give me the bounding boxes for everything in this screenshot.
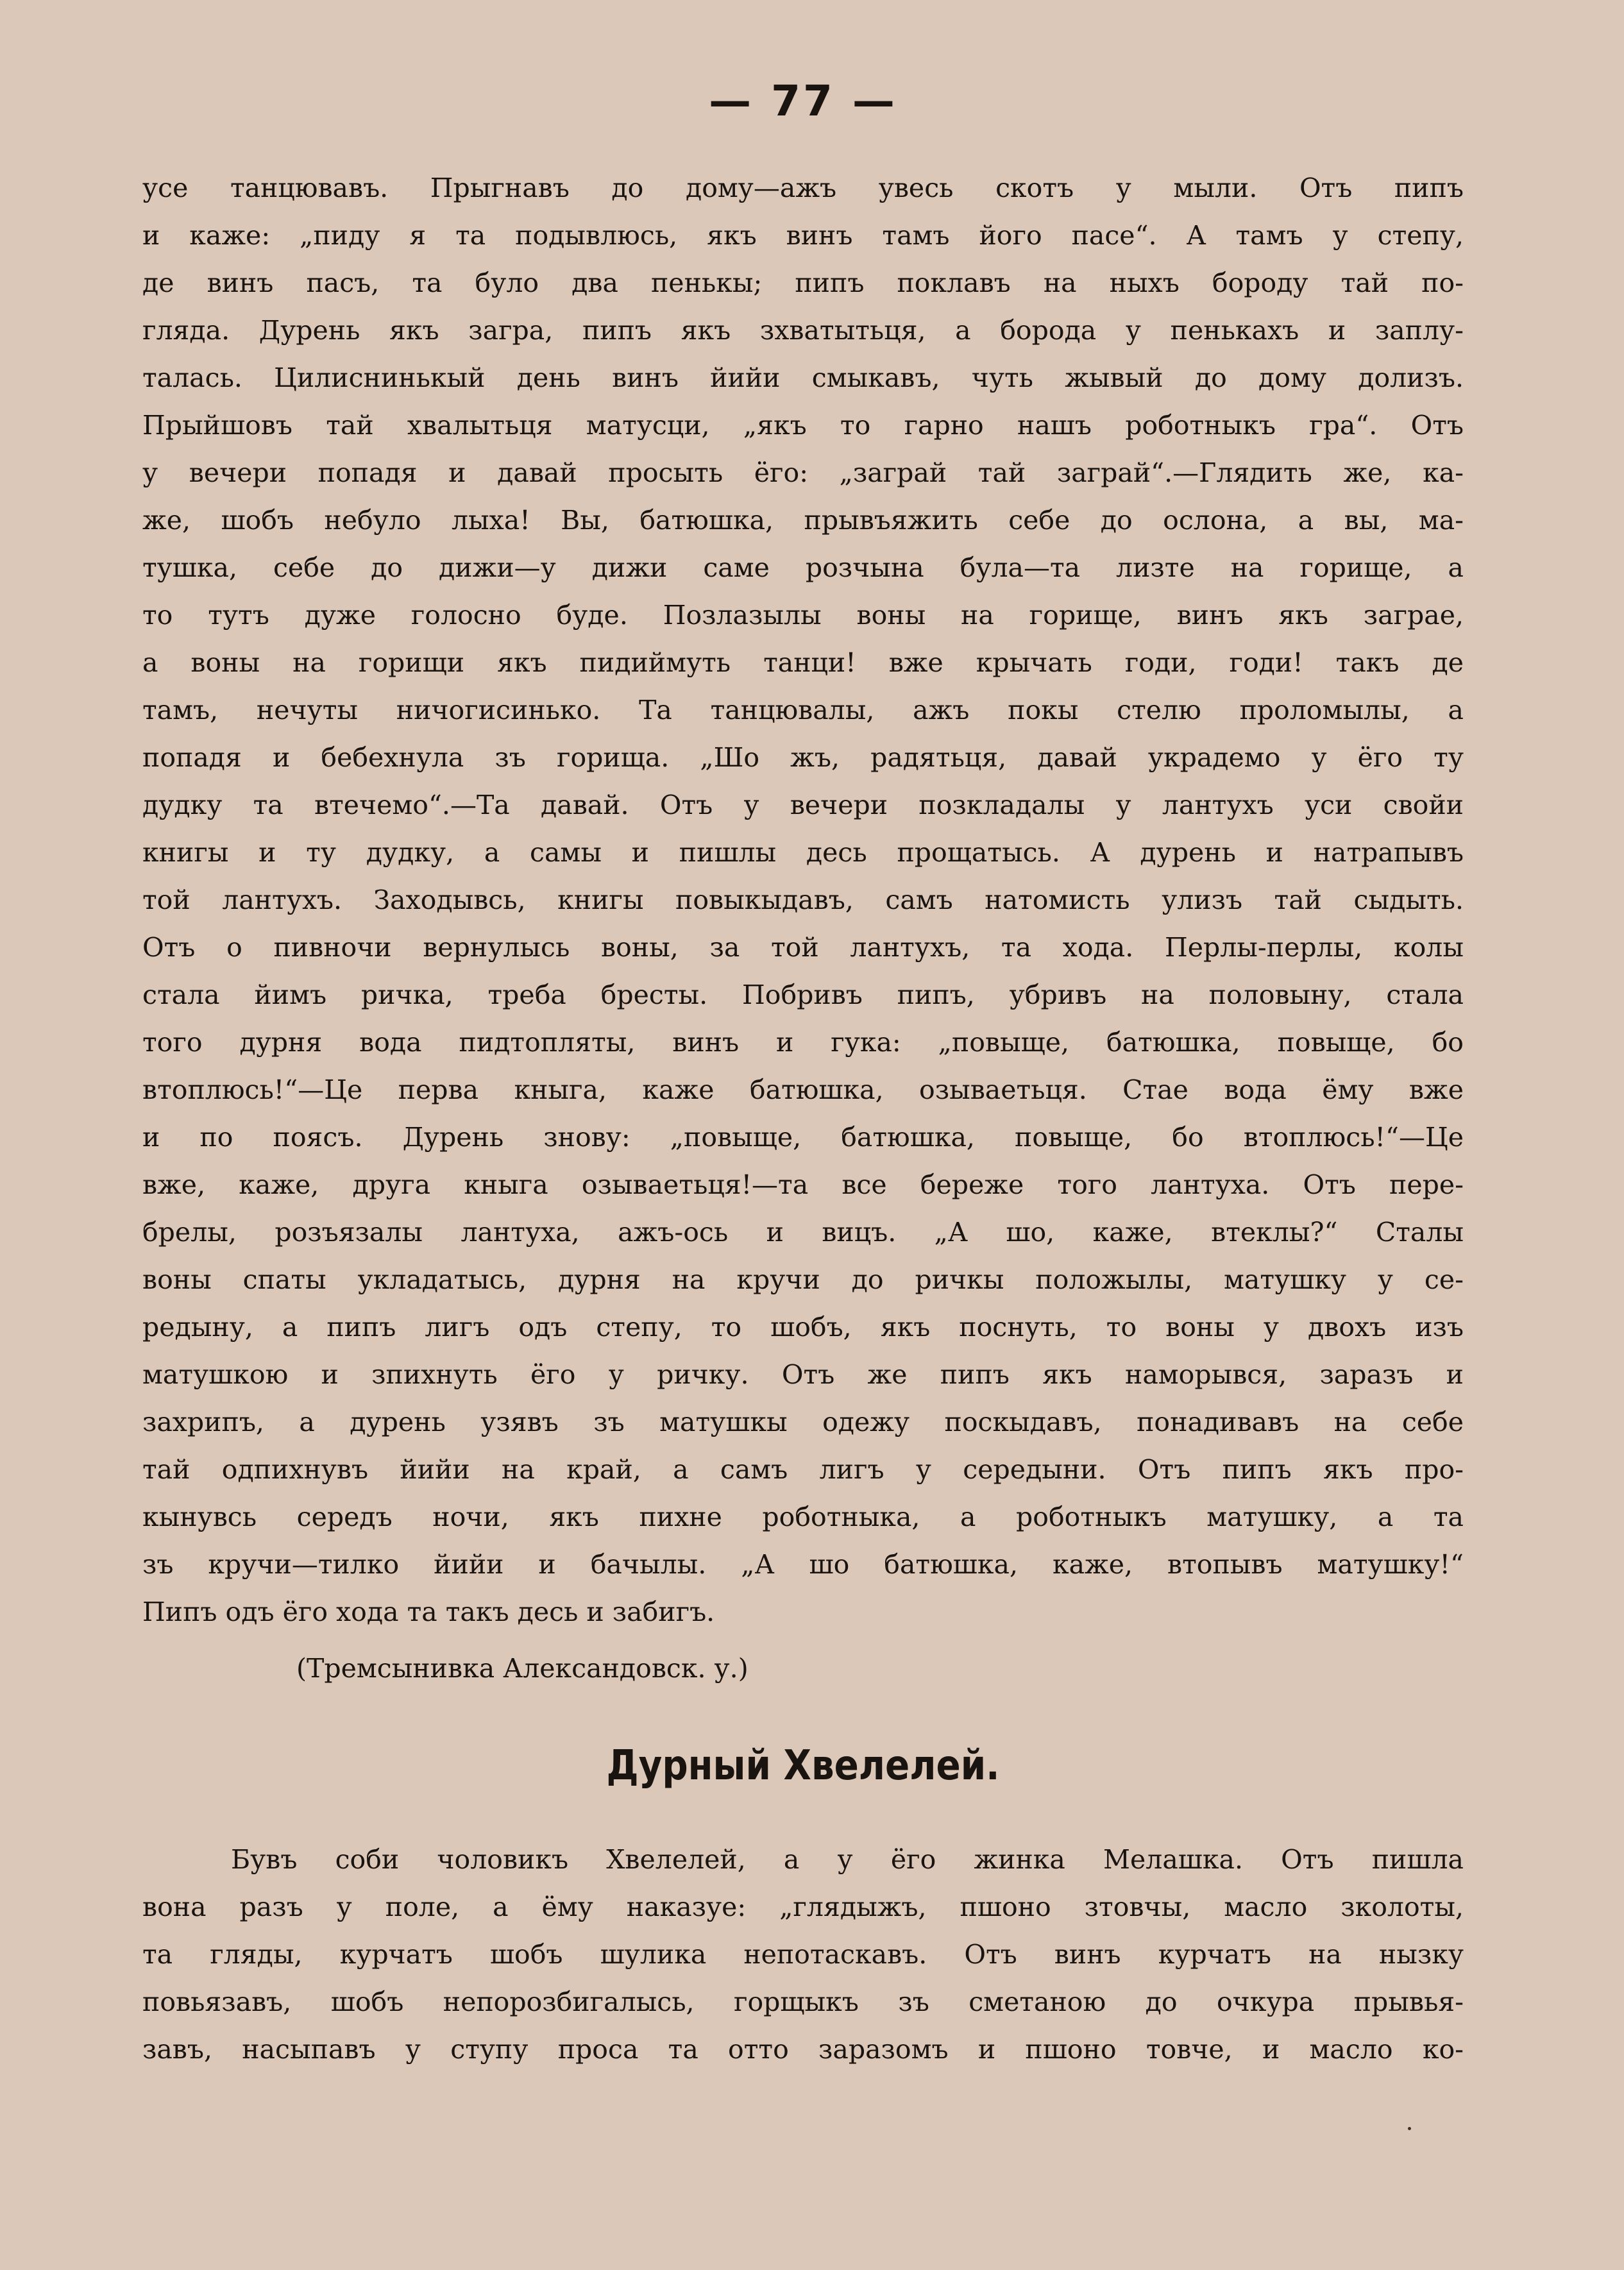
text-line: Пипъ одъ ёго хода та такъ десь и забигъ.: [142, 1597, 715, 1627]
text-line: а воны на горищи якъ пидиймуть танци! вже крычать годи, годи! такъ де: [142, 647, 1464, 678]
story-source: (Тремсынивка Александовск. у.): [296, 1653, 749, 1684]
text-line: завъ, насыпавъ у ступу проса та отто заразомъ и пшоно товче, и масло ко-: [142, 2034, 1464, 2065]
text-line: де винъ пасъ, та було два пенькы; пипъ поклавъ на ныхъ бороду тай по-: [142, 267, 1464, 298]
new-story-text: [142, 1836, 1464, 2073]
text-line: и каже: „пиду я та подывлюсь, якъ винъ тамъ його пасе“. А тамъ у степу,: [142, 220, 1464, 251]
text-line: у вечери попадя и давай просыть ёго: „заграй тай заграй“.—Глядить же, ка-: [142, 457, 1464, 488]
text-line: воны спаты укладатысь, дурня на кручи до ричкы положылы, матушку у се-: [142, 1264, 1464, 1295]
text-line: талась. Цилиснинькый день винъ йийи смыкавъ, чуть жывый до дому долизъ.: [142, 362, 1464, 393]
text-line: дудку та втечемо“.—Та давай. Отъ у вечери позкладалы у лантухъ уси свойи: [142, 790, 1464, 820]
text-line: книгы и ту дудку, а самы и пишлы десь прощатысь. А дурень и натрапывъ: [142, 837, 1464, 868]
text-line: вона разъ у поле, а ёму наказуе: „глядыжъ, пшоно зтовчы, масло зколоты,: [142, 1892, 1464, 1922]
text-line: захрипъ, а дурень узявъ зъ матушкы одежу поскыдавъ, понадивавъ на себе: [142, 1407, 1464, 1437]
text-line: той лантухъ. Заходывсь, книгы повыкыдавъ, самъ натомисть улизъ тай сыдыть.: [142, 885, 1464, 915]
paper-speck: [1408, 2127, 1411, 2130]
story-continuation: [142, 164, 1464, 1636]
text-line: и по поясъ. Дурень знову: „повыще, батюшка, повыще, бо втоплюсь!“—Це: [142, 1122, 1464, 1153]
text-line: зъ кручи—тилко йийи и бачылы. „А шо батюшка, каже, втопывъ матушку!“: [142, 1549, 1464, 1580]
text-line: стала йимъ ричка, треба бресты. Побривъ пипъ, убривъ на половыну, стала: [142, 979, 1464, 1010]
text-line: кынувсь середъ ночи, якъ пихне роботныка, а роботныкъ матушку, а та: [142, 1502, 1464, 1532]
text-line: втоплюсь!“—Це перва кныга, каже батюшка, озываетьця. Стае вода ёму вже: [142, 1074, 1464, 1105]
text-line: тай одпихнувъ йийи на край, а самъ лигъ у середыни. Отъ пипъ якъ про-: [142, 1454, 1464, 1485]
text-line: то тутъ дуже голосно буде. Позлазылы воны на горище, винъ якъ заграе,: [142, 600, 1464, 631]
text-line: попадя и бебехнула зъ горища. „Шо жъ, радятьця, давай украдемо у ёго ту: [142, 742, 1464, 773]
text-line: брелы, розъязалы лантуха, ажъ-ось и вицъ. „А шо, каже, втеклы?“ Сталы: [142, 1217, 1464, 1248]
text-line: Отъ о пивночи вернулысь воны, за той лантухъ, та хода. Перлы-перлы, колы: [142, 932, 1464, 963]
text-line: редыну, а пипъ лигъ одъ степу, то шобъ, якъ поснуть, то воны у двохъ изъ: [142, 1312, 1464, 1343]
text-line: же, шобъ небуло лыха! Вы, батюшка, прывъяжить себе до ослона, а вы, ма-: [142, 505, 1464, 536]
page-number: — 77 —: [709, 76, 897, 126]
text-line: тамъ, нечуты ничогисинько. Та танцювалы, ажъ покы стелю проломылы, а: [142, 695, 1464, 725]
text-line: Прыйшовъ тай хвалытьця матусци, „якъ то гарно нашъ роботныкъ гра“. Отъ: [142, 410, 1464, 441]
text-line: Бувъ соби чоловикъ Хвелелей, а у ёго жинка Мелашка. Отъ пишла: [231, 1844, 1464, 1875]
text-line: того дурня вода пидтопляты, винъ и гука: „повыще, батюшка, повыще, бо: [142, 1027, 1464, 1058]
text-line: гляда. Дурень якъ загра, пипъ якъ зхватытьця, а борода у пенькахъ и заплу-: [142, 315, 1464, 346]
story-title: Дурный Хвелелей.: [606, 1742, 1000, 1790]
text-line: повьязавъ, шобъ непорозбигалысь, горщыкъ зъ сметаною до очкура прывья-: [142, 1986, 1464, 2017]
text-line: матушкою и зпихнуть ёго у ричку. Отъ же пипъ якъ наморывся, заразъ и: [142, 1359, 1464, 1390]
book-page: [142, 0, 1464, 2270]
text-line: та гляды, курчатъ шобъ шулика непотаскавъ. Отъ винъ курчатъ на нызку: [142, 1939, 1464, 1970]
text-line: вже, каже, друга кныга озываетьця!—та все береже того лантуха. Отъ пере-: [142, 1169, 1464, 1200]
text-line: усе танцювавъ. Прыгнавъ до дому—ажъ увесь скотъ у мыли. Отъ пипъ: [142, 173, 1464, 203]
text-line: тушка, себе до дижи—у дижи саме розчына була—та лизте на горище, а: [142, 552, 1464, 583]
